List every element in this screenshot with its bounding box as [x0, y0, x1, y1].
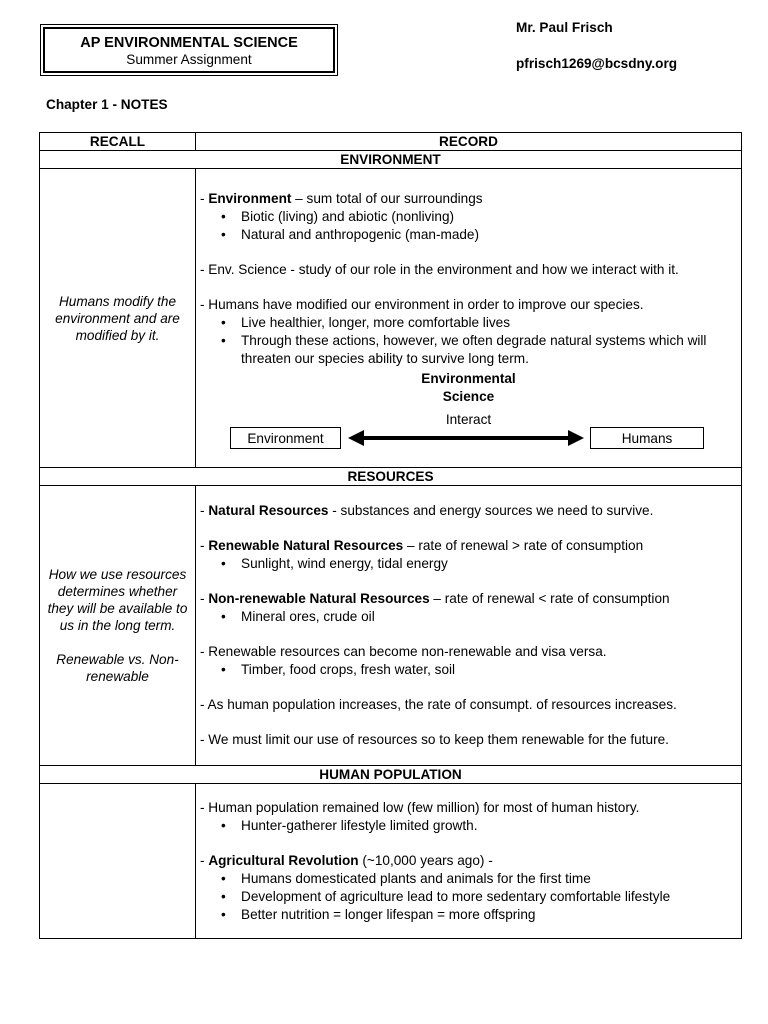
bullet-list: [200, 314, 737, 368]
note-paragraph: [200, 502, 737, 520]
note-paragraph: - As human population increases, the rate of consumpt. of resources increases.: [200, 697, 677, 712]
bullet-item: • Natural and anthropogenic (man-made): [241, 226, 737, 244]
bullet-list: [200, 608, 737, 626]
section-heading-population: HUMAN POPULATION: [40, 766, 742, 784]
recall-column-header: RECALL: [40, 133, 196, 151]
recall-cell: [40, 169, 196, 468]
document-title: AP ENVIRONMENTAL SCIENCE: [80, 35, 298, 51]
title-inner-border: [43, 27, 335, 73]
note-term: Renewable Natural Resources: [208, 538, 404, 553]
note-paragraph: [200, 537, 737, 555]
note-term: Natural Resources: [208, 503, 329, 518]
bullet-item: • Biotic (living) and abiotic (nonliving): [241, 208, 737, 226]
bullet-item: • Better nutrition = longer lifespan = more offspring: [241, 906, 737, 924]
bullet-item: • Timber, food crops, fresh water, soil: [241, 661, 737, 679]
diagram-arrow-label: Interact: [445, 412, 492, 427]
bullet-item: • Through these actions, however, we often degrade natural systems which will threaten our species ability to survive long term.: [241, 332, 737, 368]
diagram-title-line: Science: [442, 389, 495, 404]
record-cell: [196, 169, 742, 468]
diagram-title: [200, 370, 737, 406]
double-arrow-icon: [348, 429, 584, 447]
note-text: - substances and energy sources we need to survive.: [328, 503, 654, 518]
section-heading-environment: ENVIRONMENT: [40, 151, 742, 169]
note-text: (~10,000 years ago) -: [358, 852, 493, 868]
note-paragraph: [200, 852, 737, 870]
bullet-list: [200, 661, 737, 679]
note-text: – rate of renewal < rate of consumption: [429, 591, 670, 606]
note-paragraph: - We must limit our use of resources so to keep them renewable for the future.: [200, 732, 669, 747]
note-paragraph: [200, 590, 737, 608]
section-row-environment: [40, 169, 742, 468]
chapter-heading: Chapter 1 - NOTES: [46, 97, 168, 112]
column-header-row: [40, 133, 742, 151]
notes-table: [39, 132, 742, 939]
document-subtitle: Summer Assignment: [126, 52, 252, 67]
note-paragraph: - Env. Science - study of our role in the environment and how we interact with it.: [200, 262, 679, 277]
record-cell: [196, 486, 742, 766]
note-prefix: -: [200, 503, 209, 518]
section-row-population: [40, 784, 742, 939]
recall-text: Renewable vs. Non-renewable: [56, 652, 179, 684]
note-paragraph: [200, 190, 737, 208]
note-term: Agricultural Revolution: [208, 852, 359, 868]
recall-text: Humans modify the environment and are modified by it.: [55, 293, 180, 343]
note-paragraph: - Humans have modified our environment in order to improve our species.: [200, 297, 644, 312]
teacher-email: pfrisch1269@bcsdny.org: [516, 56, 678, 71]
recall-cell: [40, 486, 196, 766]
section-heading-resources: RESOURCES: [40, 468, 742, 486]
recall-cell: [40, 784, 196, 939]
recall-text: How we use resources determines whether they will be available to us in the long term.: [47, 567, 188, 633]
note-prefix: -: [200, 591, 209, 606]
section-header-row: [40, 766, 742, 784]
teacher-name: Mr. Paul Frisch: [516, 20, 613, 35]
bullet-list: [200, 208, 737, 244]
note-paragraph: - Renewable resources can become non-renewable and visa versa.: [200, 644, 607, 659]
section-header-row: [40, 151, 742, 169]
bullet-list: [200, 817, 737, 835]
note-text: – sum total of our surroundings: [291, 191, 483, 206]
bullet-list: [200, 870, 737, 924]
bullet-item: • Development of agriculture lead to more sedentary comfortable lifestyle: [241, 888, 737, 906]
bullet-list: [200, 555, 737, 573]
bullet-item: • Sunlight, wind energy, tidal energy: [241, 555, 737, 573]
environment-box: Environment: [230, 427, 341, 449]
record-cell: [196, 784, 742, 939]
note-paragraph: - Human population remained low (few million) for most of human history.: [200, 799, 640, 815]
section-row-resources: [40, 486, 742, 766]
note-prefix: -: [200, 191, 209, 206]
bullet-item: • Live healthier, longer, more comfortable lives: [241, 314, 737, 332]
section-header-row: [40, 468, 742, 486]
note-text: – rate of renewal > rate of consumption: [403, 538, 644, 553]
note-term: Environment: [208, 191, 292, 206]
note-prefix: -: [200, 852, 209, 868]
bullet-item: • Humans domesticated plants and animals for the first time: [241, 870, 737, 888]
bullet-item: • Mineral ores, crude oil: [241, 608, 737, 626]
diagram-title-line: Environmental: [421, 371, 516, 386]
bullet-item: • Hunter-gatherer lifestyle limited growth.: [241, 817, 737, 835]
note-prefix: -: [200, 538, 209, 553]
note-term: Non-renewable Natural Resources: [208, 591, 430, 606]
title-box: [40, 24, 338, 76]
interaction-diagram: [200, 368, 737, 446]
record-column-header: RECORD: [196, 133, 742, 151]
humans-box: Humans: [590, 427, 704, 449]
